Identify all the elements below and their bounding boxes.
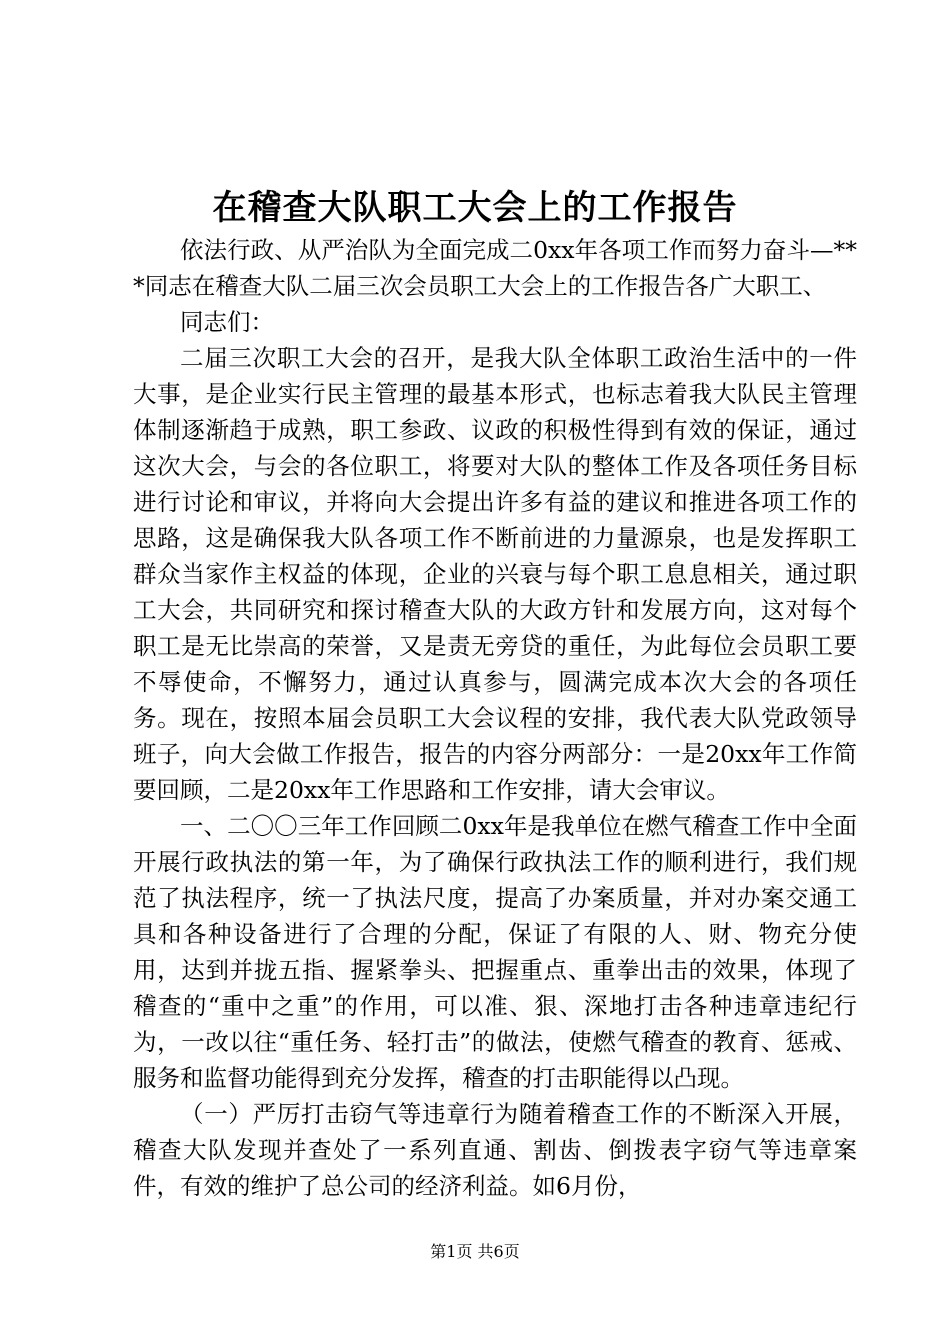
paragraph-4: 一、二〇〇三年工作回顾二0xx年是我单位在燃气稽查工作中全面开展行政执法的第一年，为了确保行政执法工作的顺利进行，我们规范了执法程序，统一了执法尺度，提高了办案质量，并对办案交通工具和各种设备进行了合理的分配，保证了有限的人、财、物充分使用，达到并拢五指、握紧拳头、把握重点、重拳出击的效果，体现了稽查的“重中之重”的作用，可以准、狠、深地打击各种违章违纪行为，一改以往“重任务、轻打击”的做法，使燃气稽查的教育、惩戒、服务和监督功能得到充分发挥，稽查的打击职能得以凸现。: [133, 812, 857, 1092]
paragraph-5: （一）严厉打击窃气等违章行为随着稽查工作的不断深入开展，稽查大队发现并查处了一系列直通、割齿、倒拨表字窃气等违章案件，有效的维护了总公司的经济利益。如6月份，: [133, 1100, 857, 1200]
paragraph-2: 同志们：: [180, 308, 274, 336]
document-body: [133, 232, 857, 1204]
paragraph-3: 二届三次职工大会的召开，是我大队全体职工政治生活中的一件大事，是企业实行民主管理的最基本形式，也标志着我大队民主管理体制逐渐趋于成熟，职工参政、议政的积极性得到有效的保证，通过这次大会，与会的各位职工，将要对大队的整体工作及各项任务目标进行讨论和审议，并将向大会提出许多有益的建议和推进各项工作的思路，这是确保我大队各项工作不断前进的力量源泉，也是发挥职工群众当家作主权益的体现，企业的兴衰与每个职工息息相关，通过职工大会，共同研究和探讨稽查大队的大政方针和发展方向，这对每个职工是无比崇高的荣誉，又是责无旁贷的重任，为此每位会员职工要不辱使命，不懈努力，通过认真参与，圆满完成本次大会的各项任务。现在，按照本届会员职工大会议程的安排，我代表大队党政领导班子，向大会做工作报告，报告的内容分两部分：一是20xx年工作简要回顾，二是20xx年工作思路和工作安排，请大会审议。: [133, 344, 857, 804]
page-footer: 第1页 共6页: [430, 1242, 520, 1261]
document-title: 在稽查大队职工大会上的工作报告: [212, 188, 738, 228]
paragraph-1: 依法行政、从严治队为全面完成二0xx年各项工作而努力奋斗—***同志在稽查大队二届三次会员职工大会上的工作报告各广大职工、: [133, 236, 857, 300]
